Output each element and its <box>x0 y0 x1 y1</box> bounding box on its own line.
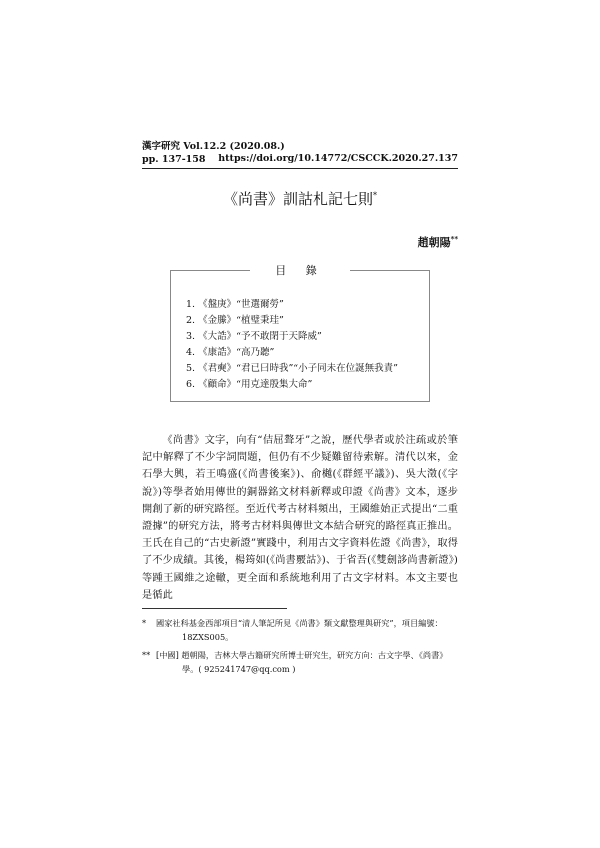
toc-item[interactable]: 3. 《大誥》“予不敢閉于天降威” <box>186 331 322 342</box>
journal-citation: 漢字研究 Vol.12.2 (2020.08.) <box>142 141 285 152</box>
toc-item[interactable]: 6. 《顧命》“用克達殷集大命” <box>186 379 313 390</box>
body-text <box>142 432 458 604</box>
footnote <box>142 648 458 676</box>
footnote-mark: ** <box>142 650 151 660</box>
doi-link[interactable]: https://doi.org/10.14772/CSCCK.2020.27.137 <box>218 153 458 164</box>
footnotes <box>142 616 458 680</box>
toc-item[interactable]: 4. 《康誥》“高乃聽” <box>186 347 275 358</box>
toc-list <box>186 297 398 393</box>
toc-item[interactable]: 5. 《君奭》“君已曰時我”“小子同未在位誕無我責” <box>186 363 399 374</box>
author-name <box>418 234 458 250</box>
footnote-text-continued: 學。( 925241747@qq.com ) <box>182 664 296 674</box>
body-paragraph: 《尚書》文字，向有“佶屈聱牙”之說，歷代學者或於注疏或於筆記中解釋了不少字詞問題，但仍有不少疑難留待索解。清代以來，金石學大興，若王鳴盛(《尚書後案》)、俞樾(《群經平議》)、吳大澂(《字說》)等學者始用傳世的銅器銘文材料新釋或印證《尚書》文本，逐步開創了新的研究路徑。至近代考古材料頻出，王國維始正式提出“二重證據”的研究方法，將考古材料與傳世文本結合研究的路徑真正推出。王氏在自己的“古史新證”實踐中，利用古文字資料佐證《尚書》，取得了不少成績。其後，楊筠如(《尚書覈詁》)、于省吾(《雙劍誃尚書新證》)等踵王國維之途轍，更全面和系統地利用了古文字材料。本文主要也是循此 <box>142 435 458 601</box>
toc-item[interactable]: 2. 《金縢》“植璧秉珪” <box>186 315 284 326</box>
footnote <box>142 616 458 644</box>
page-range: pp. 137-158 <box>142 154 206 165</box>
toc-heading: 目 錄 <box>250 262 350 278</box>
article-title <box>0 188 600 209</box>
footnote-text-continued: 18ZXS005。 <box>182 632 234 642</box>
footnote-text: 國家社科基金西部項目“清人筆記所見《尚書》類文獻整理與研究”，項目編號： <box>156 618 443 628</box>
footnote-rule <box>142 608 287 609</box>
footnote-mark: * <box>142 618 147 628</box>
footnote-text: [中國] 趙朝陽，吉林大學古籍研究所博士研究生，研究方向：古文字學、《尚書》 <box>156 650 448 660</box>
author-name-text: 趙朝陽 <box>417 236 451 249</box>
author-footnote-mark[interactable]: ** <box>450 234 458 244</box>
header-rule <box>142 168 458 169</box>
toc-item[interactable]: 1. 《盤庚》“世選爾勞” <box>186 299 284 310</box>
article-title-text: 《尚書》訓詁札記七則 <box>222 190 373 208</box>
title-footnote-mark[interactable]: * <box>373 191 377 200</box>
